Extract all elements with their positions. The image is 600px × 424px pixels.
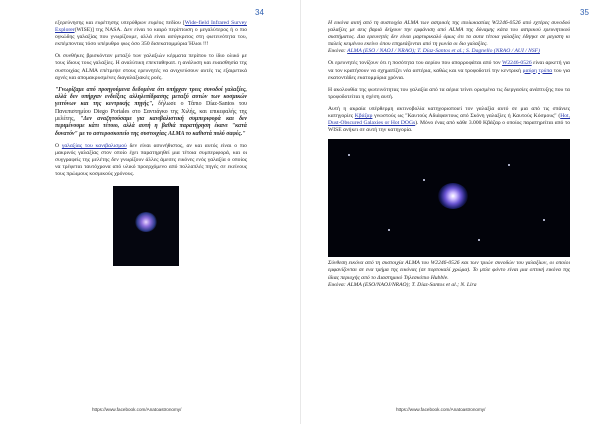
cannibal-galaxy-link[interactable]: γαλαξίας του κανιβαλισμού [61,142,127,149]
galaxy-core-glow [438,183,468,209]
left-p4-text: Ο [55,142,62,149]
left-paragraph-2: Οι συνθήκες βρισκόνταν μεταξύ των γαλαξιών κέρματα περίπου το ίδιο ολικό με τους ίδιους τους γαλαξίες. Η αναλύτικη επεκταθηκατ. η ανάλυση και ευαισθησία της συστοιχίας ALMA επέτρεψε στους ερευνητές να ανιχνεύσουν αυτές τις εξαιρετικά αχνές και απομακρυσμένες διαγαλαξιακές ροές. [55,53,247,81]
right-p3-text-end: ). Μόνο ένας από κάθε 3.000 Κβάζαρ ο οποίος παρατηρείται από το WISE ανήκει σε αυτή την κατηγορία. [328,120,570,134]
star-dot [348,154,350,156]
galaxy-thumbnail-image [113,186,179,266]
black-hole-link[interactable]: μαύρη τρύπα [522,67,553,74]
right-column [328,20,570,294]
right-p1-text-end: του για εκατοντάδες εκατομμύρια χρόνια. [328,67,570,81]
top-caption-credit-link[interactable]: ALMA (ESO / NAOJ / NRAO); T. Díaz-Santos et al.; S. Dagnello (NRAO / AUI / NSF) [347,48,540,55]
quote-text: "Γνωρίζαμε από προηγούμενα δεδομένα ότι υπήρχαν τρεις συνοδοί γαλαξίες, αλλά δεν υπήρχαν ενδείξεις αλληλεπίδρασης μεταξύ αυτών των κοσμικών γειτόνων και της κεντρικής πηγής", [55,86,247,108]
top-caption-credit-label: Εικόνα: [328,48,346,55]
left-paragraph-1 [55,20,247,48]
top-caption-text: Η εικόνα αυτή από τη συστοιχία ALMA των αστρικές της ιποίωκιατίας W2246-0526 από εχτέρες συνοδού γαλαξίες με σεις βαριά δείχουν την εμφάνιση από ALMA της δύναμης κάτα του αστρικού ερευνητικού συστήματος. Δια ερευνητές δεν είναι μαρτυρικαλό όμως ότι τα αυτα τέτοια γαλαξίες έδηηκε σε μεγιστη κι παλείς κειμένου εκείνο όπου επηρεάζονται από τη γωνία οι διο γαλαξίες. [328,20,570,48]
left-footer-url[interactable]: https://www.facebook.com/Anatoastronomy/ [92,407,182,412]
star-dot [478,239,480,241]
wise-link[interactable]: Wide-field Infrared Survey Explorer [55,20,247,34]
right-p3-text: Αυτή η ακραία υπέρθερμη ακτινοβολία κατηγοριοποιεί τον γαλαξία αυτό σε μια από τις σπάνιες κατηγορίες [328,105,570,120]
w2246-link[interactable]: W2246-0526 [502,60,532,67]
right-paragraph-3 [328,106,570,134]
star-dot [423,179,425,181]
quote-text-2: "Δεν αναζητούσαμε για κανιβαλιστική συμπεριφορά και δεν περιμένουμε κάτι τέτοιο, αλλά αυτή η βαθιά παρατήρηση έκανε "κατά δυνατόν" με το αστεροσκοπείο της συστοιχίας ALMA το καθιστά πολύ σαφές." [55,115,248,137]
left-paragraph-4 [55,143,247,178]
quasar-link[interactable]: Κβάζαρ [354,113,373,120]
bottom-image-caption [328,260,570,288]
hot-dogs-link[interactable]: Hot, Dust-Obscured Galaxies or Hot DOGs [328,113,570,127]
quote-attribution: δήλωσε ο Τάπιο Díaz-Santos του Πανεπιστημίου Diego Portales στο Σαντιάγκο της Χιλής, και επικεφαλής της μελέτης, [55,101,247,122]
bottom-caption-credit-text: ALMA (ESO/NAOJ/NRAO); T. Díaz-Santos et al.; N. Lira [345,281,477,288]
top-image-caption [328,20,570,55]
left-p1-text-end: (WISE)] της NASA. Δεν είναι το καιρό περίπτωση ο μεγαλύτερος ή ο πιο ογκώδης γαλαξίας που γνωρίζουμε, αλλά είναι ασύγκριτος στη φωτεινότητα του, εκπέμποντας τόσο υπέρυθρο φως όσο 350 δισεκατομμύρια Ήλιοι !!! [55,27,247,48]
right-p1-text-mid: είναι αρκετή για να τον κρατήσουν να σχηματίζει νέα αστέρια, καθώς και να τροφοδοτεί την κεντρική [328,60,570,74]
right-p3-text-mid: γνωστούς ως "Καυτούς Αδιάφαντους από Σκόνη γαλαξίες ή Καυτούς Κόσμους" ( [372,113,561,120]
page-number-left: 34 [255,8,264,17]
star-dot [543,219,545,221]
right-paragraph-1 [328,60,570,81]
left-p4-text-end: δεν είναι ασυνήθιστος, αν και αυτός είναι ο πιο μακρινός γαλαξίας στον οποίο έχει παρατηρηθεί μια τέτοια συμπεριφορά, και οι συγγραφείς της μελέτης δεν γνωρίζουν άλλες άμεσες εικόνες ενός γαλαξία ο οποίος να τρέφεται ταυτόχρονα από υλικό προερχόμενο από πολλαπλές πηγές σε εκείνους τους πρώιμους κοσμικούς χρόνους. [55,142,247,178]
bottom-caption-text: Σύνθεση εικόνα από τη συστοιχία ALMA του W2246-0526 και των τριών συνοδών του γαλαξίων, οι οποίοι εμφανίζονται σε ενα τμήμα της εικόνας (σε πορτοκαλί χρώμα). Το μπλε φόντο είναι μια οπτική εικόνα της ίδιας περιοχής από το Διαστημικό Τηλεσκόπιο Hubble. [328,260,570,281]
star-dot [508,164,510,166]
right-p1-text: Οι ερευνητές τονίζουν ότι η ποσότητα του αερίου που απορροφάται από τον [328,60,503,67]
left-column [55,20,247,272]
alma-composite-image [328,139,570,257]
star-dot [388,229,390,231]
left-p1-text: εξερεύνησης και ευρέτησης υπερύθρων ευρέος πεδίου [ [55,20,185,26]
page-number-right: 35 [580,8,589,17]
right-page [300,0,600,424]
bottom-caption-credit-label: Εικόνα: [328,281,346,288]
right-footer-url[interactable]: https://www.facebook.com/Anatoastronomy/ [396,407,486,412]
quote-paragraph [55,87,247,138]
right-paragraph-2: Η ακολουθία της φωτεινότητας του γαλαξία από τα αέρια τείνει ορισμένα τις διεργασίες ανάπτυξης που τα τροφοδοτείται η σχέση αυτή. [328,86,570,100]
